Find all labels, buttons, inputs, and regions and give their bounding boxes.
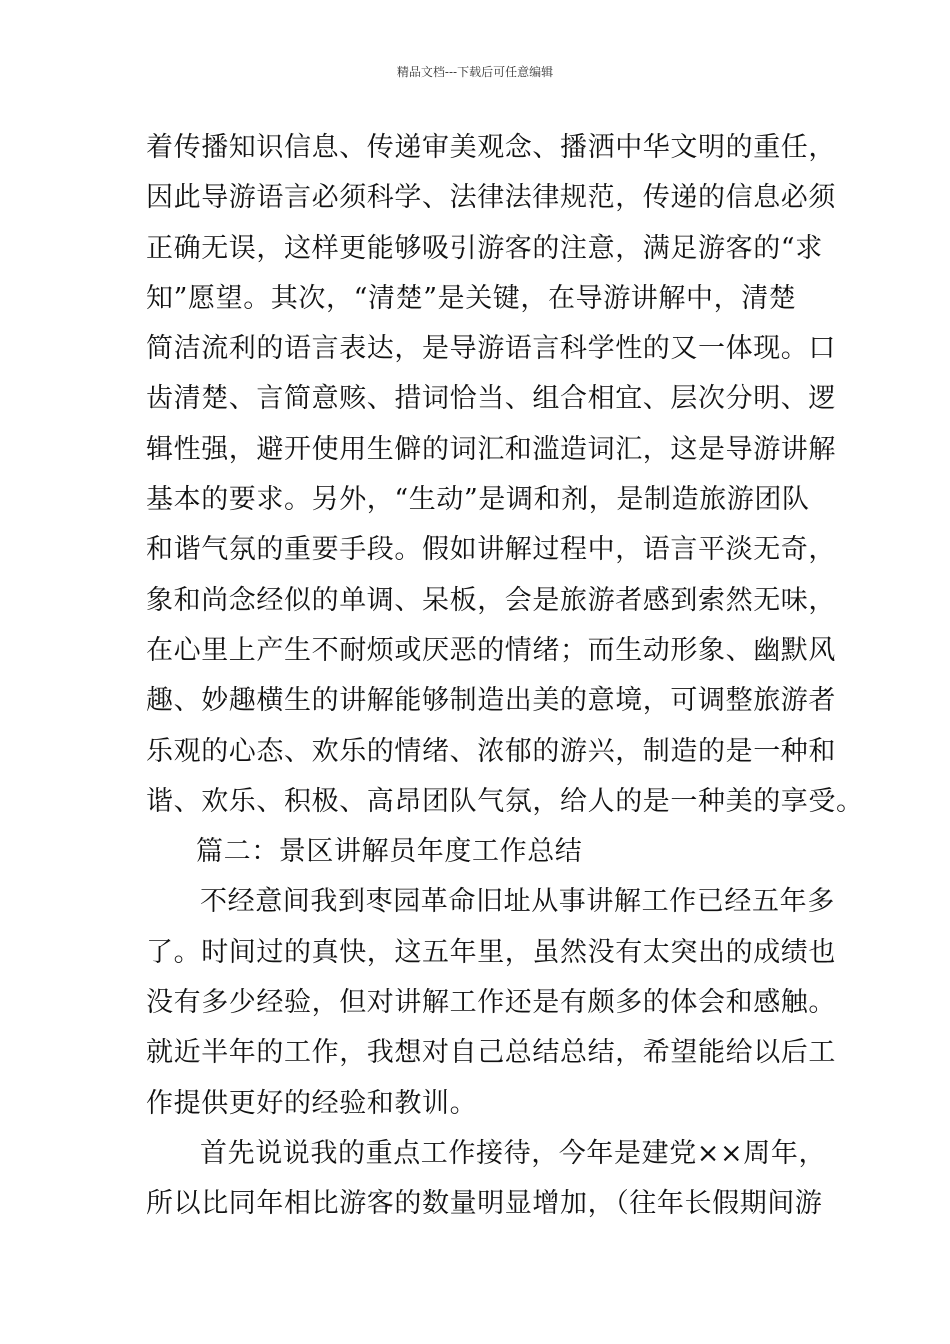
text-line: 了。时间过的真快，这五年里，虽然没有太突出的成绩也 (146, 936, 836, 968)
text-line: 在心里上产生不耐烦或厌恶的情绪；而生动形象、幽默风 (146, 634, 836, 666)
text-line: 辑性强，避开使用生僻的词汇和滥造词汇，这是导游讲解 (146, 433, 836, 465)
text-line: 知”愿望。其次，“清楚”是关键，在导游讲解中，清楚 (146, 282, 797, 314)
text-line: 齿清楚、言简意赅、措词恰当、组合相宜、层次分明、逻 (146, 383, 836, 415)
text-line: 首先说说我的重点工作接待，今年是建党××周年， (200, 1137, 827, 1169)
text-line: 作提供更好的经验和教训。 (146, 1087, 478, 1119)
page-header: 精品文档---下载后可任意编辑 (396, 65, 554, 79)
text-line: 谐、欢乐、积极、高昂团队气氛，给人的是一种美的享受。 (146, 785, 864, 817)
text-line: 没有多少经验，但对讲解工作还是有颇多的体会和感触。 (146, 987, 836, 1019)
text-line: 乐观的心态、欢乐的情绪、浓郁的游兴，制造的是一种和 (146, 735, 836, 767)
section-heading: 篇二：景区讲解员年度工作总结 (196, 836, 583, 868)
text-line: 基本的要求。另外，“生动”是调和剂，是制造旅游团队 (146, 484, 810, 516)
text-line: 象和尚念经似的单调、呆板，会是旅游者感到索然无味， (146, 584, 836, 616)
text-line: 因此导游语言必须科学、法律法律规范，传递的信息必须 (146, 182, 836, 214)
text-line: 所以比同年相比游客的数量明显增加，（往年长假期间游 (146, 1188, 823, 1220)
text-line: 正确无误，这样更能够吸引游客的注意，满足游客的“求 (146, 232, 823, 264)
text-line: 着传播知识信息、传递审美观念、播洒中华文明的重任， (146, 132, 836, 163)
text-line: 趣、妙趣横生的讲解能够制造出美的意境，可调整旅游者 (146, 685, 836, 717)
document-body (146, 131, 864, 1238)
text-line: 简洁流利的语言表达，是导游语言科学性的又一体现。口 (146, 333, 836, 365)
text-line: 不经意间我到枣园革命旧址从事讲解工作已经五年多 (200, 886, 835, 918)
text-line: 和谐气氛的重要手段。假如讲解过程中，语言平淡无奇， (146, 534, 836, 566)
text-line: 就近半年的工作，我想对自己总结总结，希望能给以后工 (146, 1037, 836, 1069)
